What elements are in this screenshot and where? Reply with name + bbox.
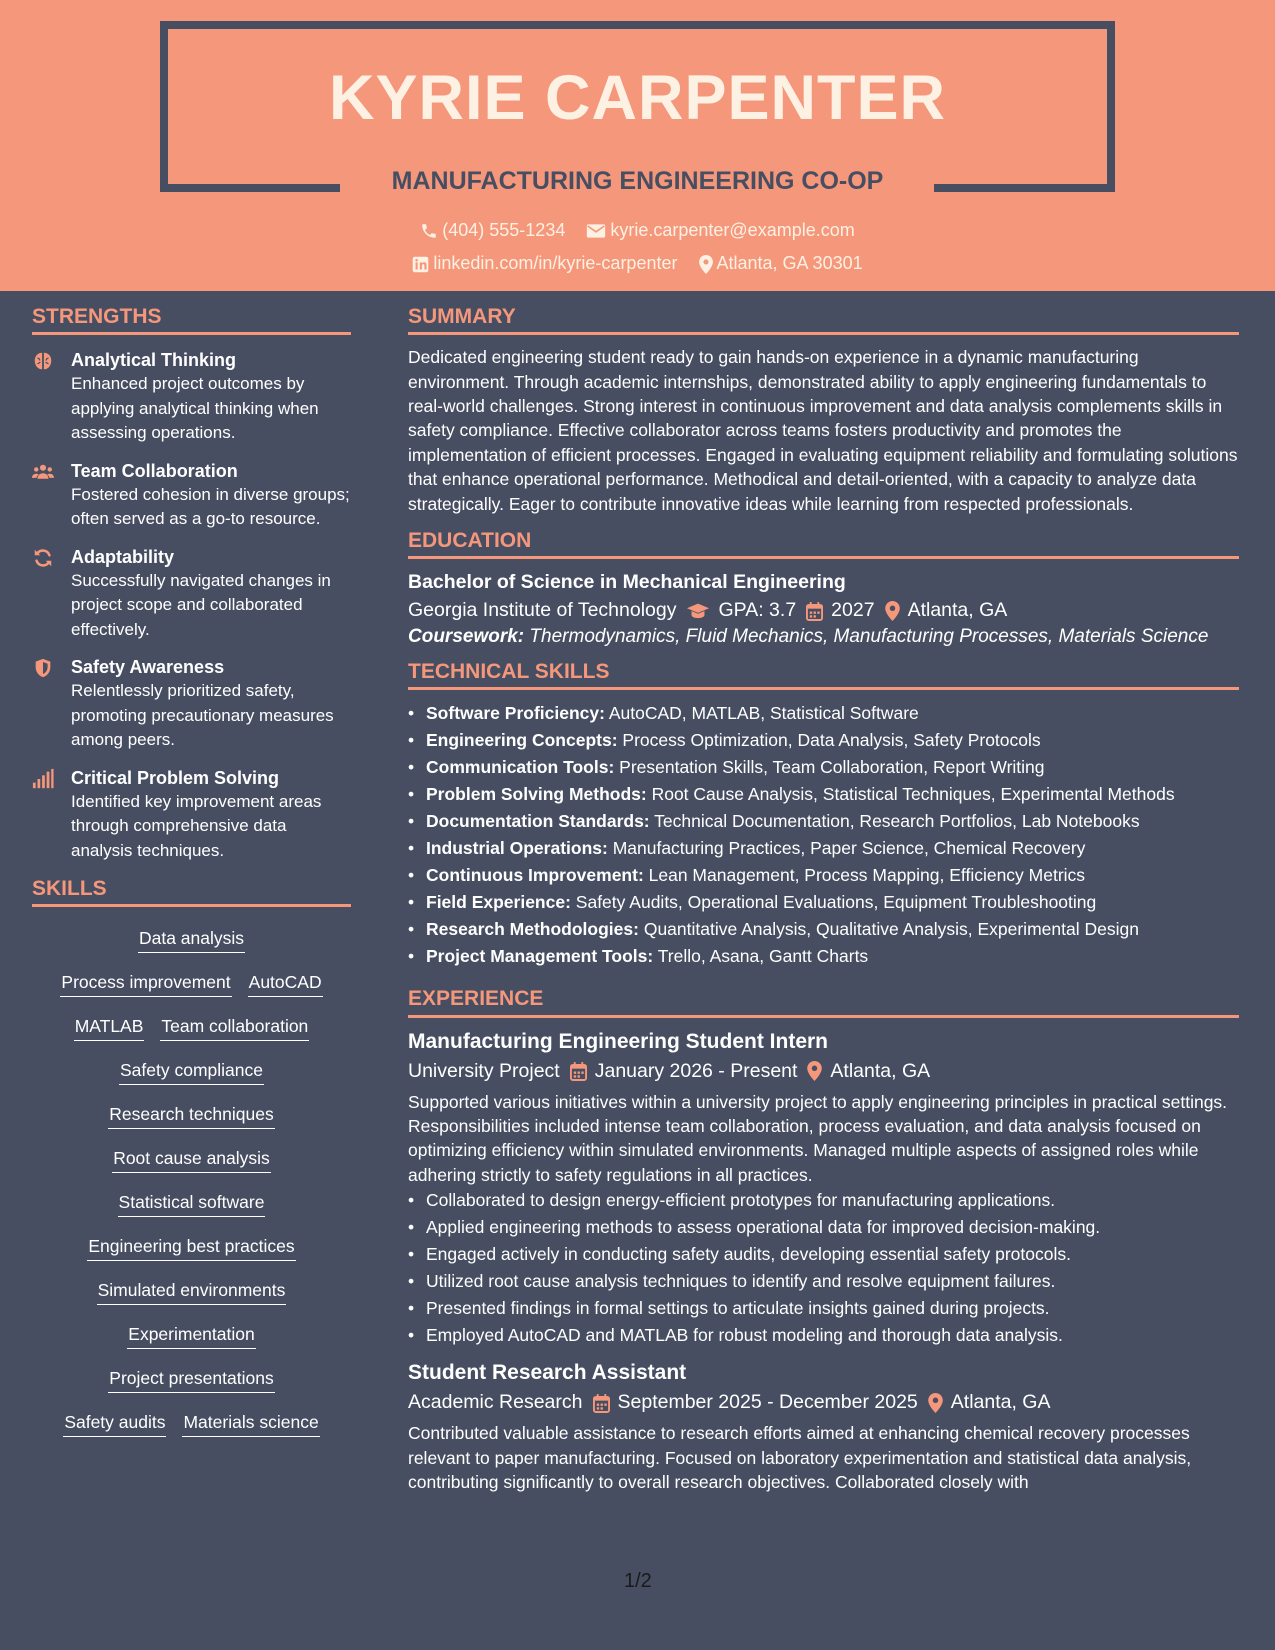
list-item <box>408 916 1239 943</box>
list-item <box>408 754 1239 781</box>
graduation-cap-icon <box>686 602 710 620</box>
tech-skill-value: AutoCAD, MATLAB, Statistical Software <box>604 703 919 724</box>
experience-title: EXPERIENCE <box>408 986 1239 1017</box>
tech-skill-label: Communication Tools: <box>426 757 615 778</box>
tech-skill-label: Field Experience: <box>426 892 571 913</box>
tech-skill-value: Root Cause Analysis, Statistical Techniques, Experimental Methods <box>646 784 1175 805</box>
strength-desc: Identified key improvement areas through comprehensive data analysis techniques. <box>71 791 322 860</box>
tech-skill-label: Industrial Operations: <box>426 838 608 859</box>
strength-item <box>32 766 351 864</box>
job-entry <box>408 1359 1239 1494</box>
strength-title: Safety Awareness <box>71 657 225 678</box>
strength-desc: Fostered cohesion in diverse groups; often served as a go-to resource. <box>71 484 350 529</box>
tech-skill-value: Technical Documentation, Research Portfolios, Lab Notebooks <box>649 811 1140 832</box>
header-banner <box>0 0 1275 291</box>
skill-tag: MATLAB <box>74 1013 145 1041</box>
contact-location-text: Atlanta, GA 30301 <box>716 253 863 273</box>
tech-skill-label: Engineering Concepts: <box>426 730 618 751</box>
right-column <box>408 304 1239 1494</box>
strength-item <box>32 348 351 446</box>
skill-tag: AutoCAD <box>248 969 323 997</box>
contact-linkedin-text: linkedin.com/in/kyrie-carpenter <box>433 253 678 273</box>
tech-skill-label: Problem Solving Methods: <box>426 784 647 805</box>
strength-item <box>32 655 351 753</box>
tech-skill-label: Continuous Improvement: <box>426 865 644 886</box>
skills-list <box>32 917 351 1437</box>
tech-skill-value: Presentation Skills, Team Collaboration, Report Writing <box>614 757 1045 778</box>
job-meta <box>408 1387 1239 1417</box>
tech-skill-value: Process Optimization, Data Analysis, Safety Protocols <box>617 730 1041 751</box>
strength-desc: Relentlessly prioritized safety, promoting precautionary measures among peers. <box>71 681 334 750</box>
candidate-name: KYRIE CARPENTER <box>328 63 947 133</box>
skill-tag: Process improvement <box>60 969 231 997</box>
list-item: • Applied engineering methods to assess operational data for improved decision-making. <box>408 1214 1239 1241</box>
sync-icon <box>32 547 54 569</box>
signal-bars-icon <box>32 768 54 790</box>
list-item <box>408 808 1239 835</box>
contact-row-2 <box>0 253 1275 274</box>
tech-skill-value: Manufacturing Practices, Paper Science, Chemical Recovery <box>607 838 1086 859</box>
education-degree: Bachelor of Science in Mechanical Engineering <box>408 571 846 594</box>
job-org: University Project <box>408 1059 560 1082</box>
strength-item <box>32 545 351 643</box>
strength-desc: Enhanced project outcomes by applying analytical thinking when assessing operations. <box>71 374 319 443</box>
tech-skill-value: Lean Management, Process Mapping, Efficiency Metrics <box>643 865 1086 886</box>
map-marker-icon <box>699 255 713 274</box>
list-item <box>408 727 1239 754</box>
job-bullets <box>408 1187 1239 1349</box>
users-icon <box>32 461 54 483</box>
technical-skills-list <box>408 700 1239 970</box>
list-item <box>408 889 1239 916</box>
skill-tag: Data analysis <box>138 925 245 953</box>
envelope-icon <box>586 223 606 239</box>
skill-tag: Safety compliance <box>119 1057 264 1085</box>
strength-desc: Successfully navigated changes in project scope and collaborated effectively. <box>71 570 331 639</box>
job-description: Supported various initiatives within a university project to apply engineering principles in practical settings. Responsibilities included intense team collaboration, process evaluation, and data analysis focused on optimizing efficiency within simulated environments. Managed multiple aspects of assigned roles while adhering strictly to safety regulations in all practices. <box>408 1091 1228 1185</box>
strength-title: Analytical Thinking <box>71 350 237 371</box>
map-marker-icon <box>885 601 900 621</box>
list-item: • Employed AutoCAD and MATLAB for robust modeling and thorough data analysis. <box>408 1322 1239 1349</box>
skill-tag: Simulated environments <box>97 1277 287 1305</box>
job-location: Atlanta, GA <box>830 1059 931 1082</box>
list-item: • Collaborated to design energy-efficient prototypes for manufacturing applications. <box>408 1187 1239 1214</box>
skill-tag: Team collaboration <box>160 1013 309 1041</box>
skill-tag: Engineering best practices <box>87 1233 295 1261</box>
tech-skill-label: Software Proficiency: <box>426 703 605 724</box>
list-item: • Engaged actively in conducting safety audits, developing essential safety protocols. <box>408 1241 1239 1268</box>
list-item <box>408 862 1239 889</box>
calendar-icon <box>570 1062 587 1081</box>
tech-skill-label: Documentation Standards: <box>426 811 650 832</box>
coursework-label: Coursework: <box>408 626 525 648</box>
strength-title: Team Collaboration <box>71 460 238 481</box>
map-marker-icon <box>807 1061 822 1081</box>
contact-linkedin[interactable] <box>412 253 677 274</box>
list-item <box>408 943 1239 970</box>
list-item: • Presented findings in formal settings to articulate insights gained during projects. <box>408 1295 1239 1322</box>
skill-tag: Experimentation <box>127 1321 255 1349</box>
tech-skill-value: Trello, Asana, Gantt Charts <box>653 946 869 967</box>
brain-icon <box>32 350 54 372</box>
list-item <box>408 781 1239 808</box>
contact-email[interactable] <box>586 220 854 241</box>
list-item: • Utilized root cause analysis techniques to identify and resolve equipment failures. <box>408 1268 1239 1295</box>
skill-tag: Project presentations <box>108 1365 274 1393</box>
skill-tag: Statistical software <box>118 1189 266 1217</box>
page-number: 1/2 <box>624 1570 652 1592</box>
skill-tag: Safety audits <box>63 1409 166 1437</box>
phone-icon <box>420 222 438 240</box>
strengths-list <box>32 345 351 863</box>
strengths-title: STRENGTHS <box>32 304 351 335</box>
job-title: Student Research Assistant <box>408 1361 687 1385</box>
job-entry <box>408 1028 1239 1350</box>
education-location: Atlanta, GA <box>907 599 1008 622</box>
technical-skills-title: TECHNICAL SKILLS <box>408 659 1239 690</box>
list-item <box>408 700 1239 727</box>
skill-tag: Research techniques <box>108 1101 274 1129</box>
calendar-icon <box>806 602 823 621</box>
job-location: Atlanta, GA <box>950 1391 1051 1414</box>
strength-item <box>32 459 351 532</box>
education-year: 2027 <box>831 599 875 622</box>
job-dates: September 2025 - December 2025 <box>617 1391 918 1414</box>
strength-title: Adaptability <box>71 546 175 567</box>
contact-email-text: kyrie.carpenter@example.com <box>610 220 855 240</box>
skill-tag: Materials science <box>182 1409 319 1437</box>
summary-title: SUMMARY <box>408 304 1239 335</box>
education-school: Georgia Institute of Technology <box>408 599 677 622</box>
contact-phone-text: (404) 555-1234 <box>442 220 566 240</box>
map-marker-icon <box>928 1393 943 1413</box>
tech-skill-label: Project Management Tools: <box>426 946 654 967</box>
education-gpa: GPA: 3.7 <box>718 599 797 622</box>
tech-skill-label: Research Methodologies: <box>426 919 639 940</box>
skills-title: SKILLS <box>32 876 351 907</box>
list-item <box>408 835 1239 862</box>
linkedin-icon <box>412 256 429 273</box>
strength-title: Critical Problem Solving <box>71 767 280 788</box>
job-dates: January 2026 - Present <box>594 1059 798 1082</box>
education-title: EDUCATION <box>408 528 1239 559</box>
tech-skill-value: Safety Audits, Operational Evaluations, Equipment Troubleshooting <box>570 892 1097 913</box>
education-meta <box>408 595 1239 625</box>
left-column <box>32 304 351 1453</box>
tech-skill-value: Quantitative Analysis, Qualitative Analysis, Experimental Design <box>638 919 1139 940</box>
shield-icon <box>32 657 54 679</box>
skill-tag: Root cause analysis <box>112 1145 271 1173</box>
job-org: Academic Research <box>408 1391 583 1414</box>
candidate-headline: MANUFACTURING ENGINEERING CO-OP <box>391 167 884 195</box>
contact-phone[interactable] <box>420 220 565 241</box>
contact-row-1 <box>0 220 1275 241</box>
contact-location <box>699 253 863 274</box>
calendar-icon <box>593 1394 610 1413</box>
coursework-list: Thermodynamics, Fluid Mechanics, Manufacturing Processes, Materials Science <box>524 626 1209 648</box>
job-meta <box>408 1056 1239 1086</box>
job-title: Manufacturing Engineering Student Intern <box>408 1029 828 1053</box>
education-coursework <box>408 625 1239 649</box>
summary-text: Dedicated engineering student ready to gain hands-on experience in a dynamic manufacturing environment. Through academic internships, demonstrated ability to apply engineering fundamentals to real-world challenges. Strong interest in continuous improvement and data analysis complements skills in safety compliance. Effective collaborator across teams fosters productivity and promotes the implementation of efficient processes. Engaged in evaluating equipment reliability and formulating solutions that enhance operational performance. Methodical and detail-oriented, with a capacity to analyze data strategically. Eager to contribute innovative ideas while learning from respected professionals. <box>408 347 1238 514</box>
job-description: Contributed valuable assistance to research efforts aimed at enhancing chemical recovery processes relevant to paper manufacturing. Focused on laboratory experimentation and statistical data analysis, contributing significantly to overall research objectives. Collaborated closely with <box>408 1423 1192 1493</box>
